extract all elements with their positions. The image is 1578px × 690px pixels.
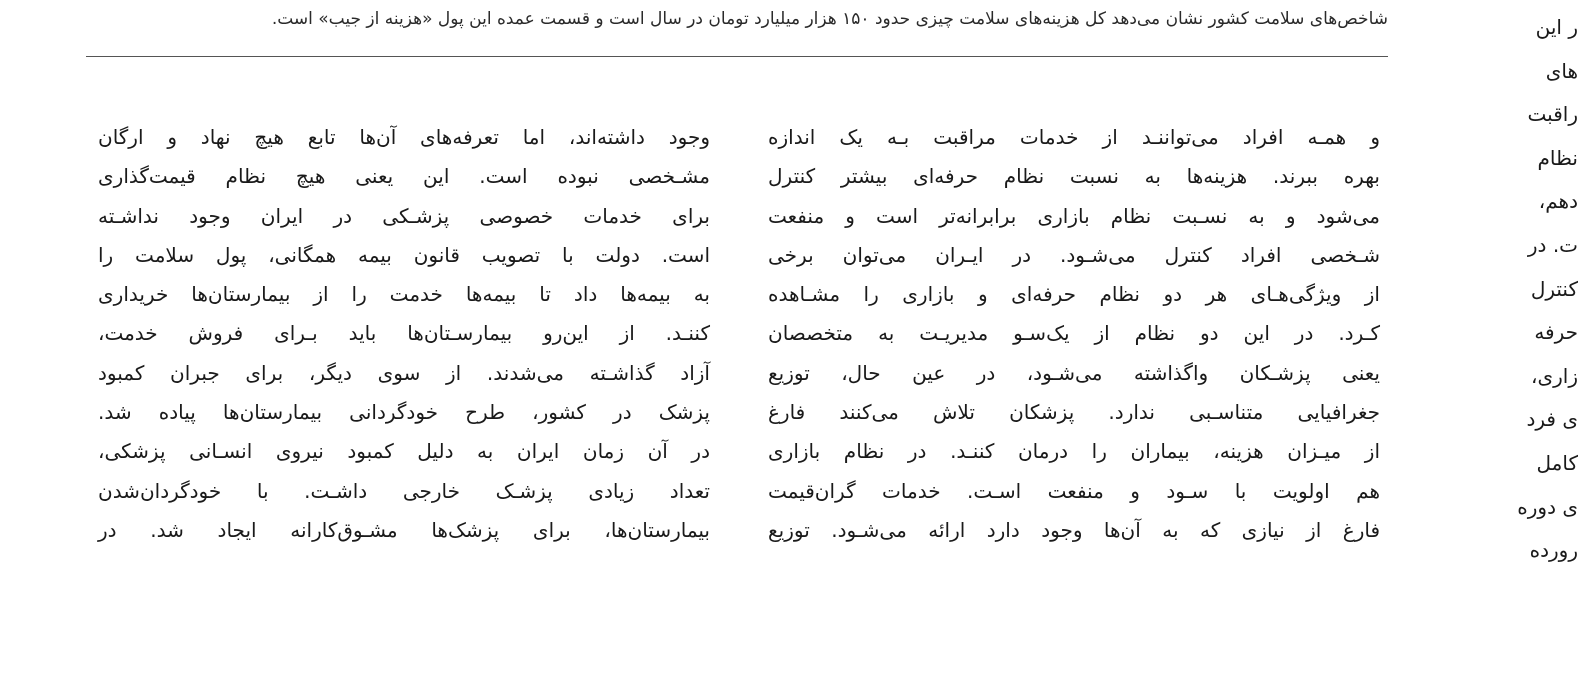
text-line: راقبت (1527, 102, 1578, 127)
text-line: یعنی پزشـکان واگذاشته می‌شـود، در عین حال، توزیع (768, 360, 1380, 385)
text-line: تعداد زیادی پزشـک خارجی داشـت. با خودگردان‌شدن (98, 478, 710, 503)
text-line: برای خدمات خصوصی پزشـکی در ایران وجود نداشـته (98, 203, 710, 228)
text-line: و همـه افراد می‌تواننـد از خدمات مراقبت بـه یک اندازه (768, 125, 1380, 149)
text-line: رورده (1529, 538, 1578, 563)
text-line: فارغ از نیازی که به آن‌ها وجود دارد ارائه می‌شـود. توزیع (768, 517, 1380, 542)
text-line: به بیمه‌ها داد تا بیمه‌ها خدمت را از بیمارستان‌ها خریداری (98, 282, 710, 307)
body-column-right (768, 118, 1380, 690)
text-line: زاری، (1531, 363, 1578, 388)
text-line: هم اولویت با سـود و منفعت اسـت. خدمات گران‌قیمت (768, 478, 1380, 503)
text-line: است. دولت با تصویب قانون بیمه همگانی، پول سلامت را (98, 242, 710, 267)
text-line: پزشک در کشور، طرح خودگردانی بیمارستان‌ها پیاده شد. (98, 400, 710, 425)
text-line: وجود داشته‌اند، اما تعرفه‌های آن‌ها تابع هیچ نهاد و ارگان (98, 125, 710, 149)
text-line: دهم، (1538, 189, 1578, 214)
text-line: کنترل (1530, 276, 1578, 301)
right-column-partial (1428, 6, 1578, 690)
text-line: آزاد گذاشـته می‌شدند. از سوی دیگر، برای جبران کمبود (98, 360, 710, 385)
text-line: از ویژگی‌هـای هر دو نظام حرفه‌ای و بازاری را مشـاهده (768, 282, 1380, 307)
body-column-left (98, 118, 710, 690)
text-line: بهره ببرند. هزینه‌ها به نسبت نظام حرفه‌ای بیشتر کنترل (768, 164, 1380, 189)
text-line: ی فرد (1526, 407, 1578, 432)
text-line: می‌شود و به نسـبت نظام بازاری برابرانه‌تر است و منفعت (768, 203, 1380, 228)
text-line: جغرافیایی متناسـبی ندارد. پزشکان تلاش می‌کنند فارغ (768, 400, 1380, 425)
text-line: از میـزان هزینه، بیماران را درمان کننـد. در نظام بازاری (768, 439, 1380, 464)
text-line: ر این (1535, 15, 1578, 39)
text-line: کامل (1536, 450, 1578, 475)
text-line: کـرد. در این دو نظام از یک‌سـو مدیریـت به متخصصان (768, 321, 1380, 346)
text-line: کننـد. از این‌رو بیمارسـتان‌ها باید بـرای فروش خدمت، (98, 321, 710, 346)
text-line: شـخصی افراد کنترل می‌شـود. در ایـران می‌توان برخی (768, 242, 1380, 267)
text-line: نظام (1537, 145, 1578, 170)
text-line: مشـخصی نبوده است. این یعنی هیچ نظام قیمت‌گذاری (98, 164, 710, 189)
text-line: حرفه (1534, 320, 1578, 345)
text-line: در آن زمان ایران به دلیل کمبود نیروی انسـانی پزشکی، (98, 439, 710, 464)
text-line: ‌های (1545, 58, 1578, 83)
figure-caption: شاخص‌های سلامت کشور نشان می‌دهد کل هزینه‌های سلامت چیزی حدود ۱۵۰ هزار میلیارد تومان در سال است و قسمت عمده این پول «هزینه از جیب» است. (271, 9, 1388, 29)
caption-divider (86, 56, 1388, 57)
text-line: ی دوره (1517, 494, 1578, 519)
text-line: بیمارستان‌ها، برای پزشک‌ها مشـوق‌کارانه ایجاد شد. در (98, 517, 710, 542)
text-line: ت. در (1527, 232, 1578, 257)
